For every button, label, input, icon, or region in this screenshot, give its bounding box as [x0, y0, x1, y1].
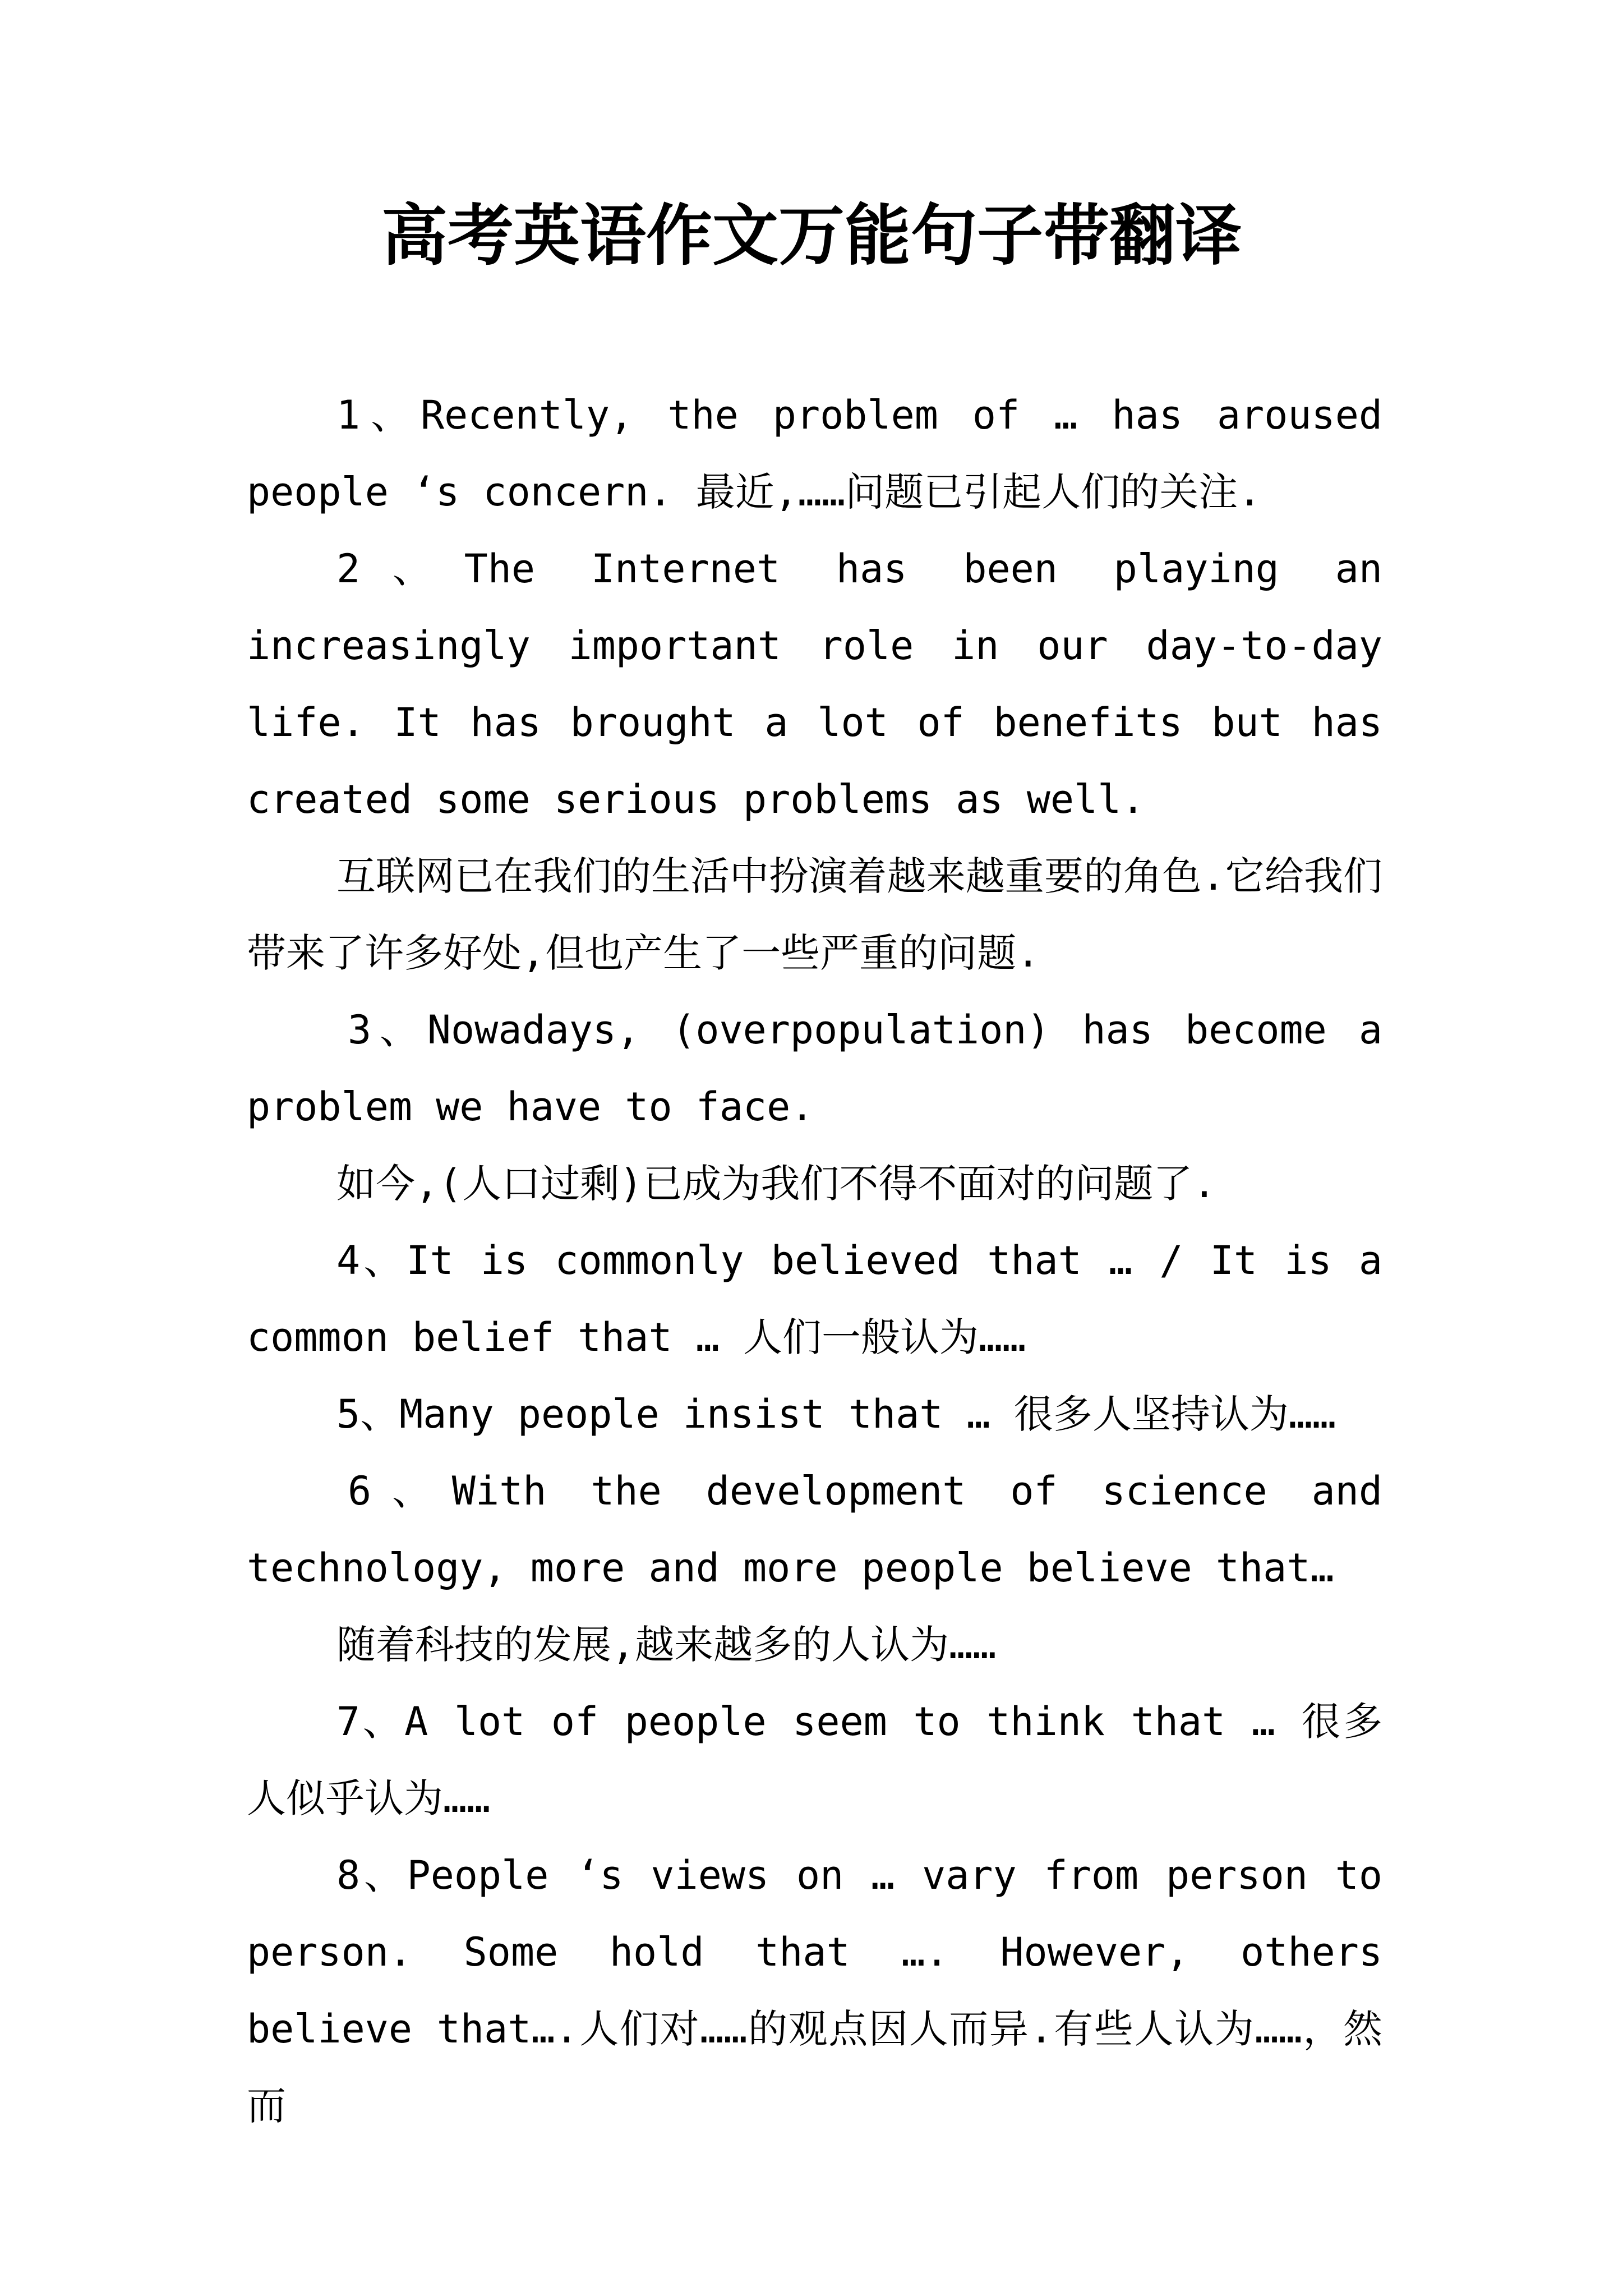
paragraph-2-translation: 互联网已在我们的生活中扮演着越来越重要的角色.它给我们带来了许多好处,但也产生了一些严重的问题.: [247, 853, 1382, 976]
paragraph-3-nowadays: 3、Nowadays, (overpopulation) has become a problem we have to face.: [247, 1007, 1382, 1130]
paragraph-6-science-technology: 6、With the development of science and technology, more and more people believe that…: [247, 1468, 1382, 1591]
paragraph-1-recently: 1、Recently, the problem of … has aroused people ‘s concern. 最近,……问题已引起人们的关注.: [247, 392, 1382, 515]
paragraph-7-seem-to-think: 7、A lot of people seem to think that … 很多人似乎认为……: [247, 1699, 1382, 1821]
paragraph-4-commonly-believed: 4、It is commonly believed that … / It is a common belief that … 人们一般认为……: [247, 1237, 1382, 1360]
document-body: [247, 377, 1382, 2145]
paragraph-6-translation: 随着科技的发展,越来越多的人认为……: [336, 1622, 997, 1668]
paragraph-3-translation: 如今,(人口过剩)已成为我们不得不面对的问题了.: [336, 1161, 1216, 1207]
paragraph-8-views-vary: 8、People ‘s views on … vary from person to person. Some hold that …. However, others believe that….人们对……的观点因人而异.有些人认为……，然而: [247, 1852, 1382, 2129]
page-title: 高考英语作文万能句子带翻译: [381, 196, 1242, 274]
paragraph-5-many-people-insist: 5、Many people insist that … 很多人坚持认为……: [336, 1391, 1336, 1437]
paragraph-2-internet: 2、The Internet has been playing an increasingly important role in our day-to-day life. It has brought a lot of benefits but has created some serious problems as well.: [247, 546, 1382, 822]
